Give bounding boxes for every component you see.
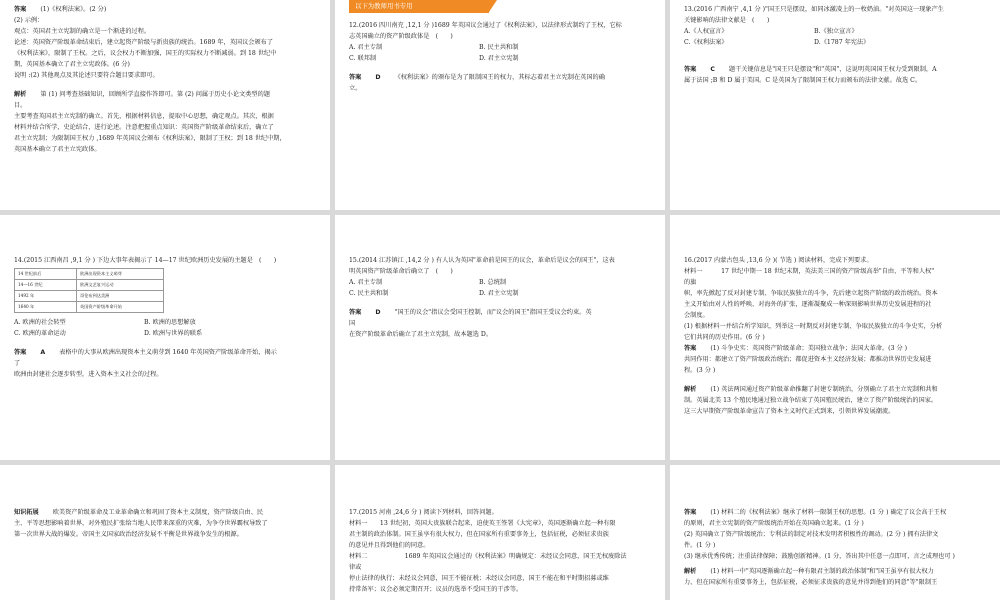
orange-divider: [349, 12, 489, 13]
table-cell: 欧洲文艺复兴运动: [77, 280, 164, 291]
text-line: 英国基本确立了君主立宪政体。: [14, 146, 101, 153]
question-text: 主义开始由对人性的呼唤、对海外的扩张，逐渐凝聚成一种深刻影响世界历史发展进程的社: [684, 301, 932, 308]
page-1: [0, 0, 330, 210]
page-3: [670, 0, 1000, 210]
question-text: 材料二 1689 年英国议会通过的《权利法案》明确规定：未经议会同意，国王无权废除法: [349, 553, 627, 560]
text-line: (2) 示例：: [14, 17, 44, 24]
question-text: 它们共同的历史作用。(6 分 ): [684, 334, 765, 341]
answer-text: 《权利法案》的颁布是为了限制国王的权力，其标志着君主立宪制在英国的确: [394, 74, 605, 81]
question-text: 君主制的政治体制。国王虽享有很大权力，但在国家所有重要事务上，包括征税，必须征求贵族: [349, 531, 609, 538]
analysis-text: (1) 英法两国通过资产阶级革命推翻了封建专制统治，分别确立了君主立宪制和共和: [710, 386, 938, 393]
text-line: 君主立宪制；为限制国王权力 ,1689 年英国议会颁布《权利法案》，限制了王权；到 18 世纪中期，: [14, 135, 286, 142]
question-text: 会制度。: [684, 312, 709, 319]
analysis-label: 解析: [684, 568, 697, 575]
page-9: [670, 465, 1000, 600]
question-text: 的旗: [684, 279, 697, 286]
table-cell: 14—16 世纪: [15, 280, 77, 291]
text-line: 《权利法案》，限制了王权。之后，议会权力不断加强，国王的实际权力不断减弱。到 18 世纪中: [14, 50, 277, 57]
answer-text: 题干关键信息是"国王只是摆设"和"英国"，这说明英国国王权力受到限制，A: [728, 66, 937, 73]
question-text: 停止法律的执行；未经议会同意，国王不能征税；未经议会同意，国王不能在和平时期招募或维: [349, 575, 609, 582]
text-line: 欧美资产阶级革命及工业革命确立和巩固了资本主义制度，资产阶级自由、民: [52, 509, 264, 516]
analysis-text: 制。英属北美 13 个殖民地通过独立战争结束了英国殖民统治，建立了资产阶级统治的国家。: [684, 397, 938, 404]
answer-key: D: [375, 309, 381, 316]
page-4: [0, 215, 330, 460]
answer-text: 国: [349, 320, 356, 327]
text-line: 材料并结合所学，史论结合，进行论述。注意把握重点知识：英国资产阶级革命结束后，确立了: [14, 124, 274, 131]
text-line: 观点：英国君主立宪制的确立是一个渐进的过程。: [14, 28, 151, 35]
answer-text: (3) 继承优秀传统；注重法律保障；鼓励创新精神。(1 分，答出其中任意一点即可，言之成理也可 ): [684, 553, 955, 560]
table-row: [15, 291, 164, 302]
text-line: 第 (1) 问考查基础知识，回顾所学直接作答即可。第 (2) 问属于历史小论文类型的题: [40, 91, 270, 98]
question-text: 材料一 13 世纪初，英国大贵族联合起来，迫使英王签署《大宪章》，英国逐渐确立起一种有限: [349, 520, 616, 527]
answer-label: 答案: [14, 6, 27, 13]
table-cell: 哥伦布到达美洲: [77, 291, 164, 302]
option-b: B.《独立宣言》: [814, 28, 858, 35]
text-line: 主、平等思想影响着世界，对外殖民扩张给当地人民带来深重的灾难，为争夺世界霸权导致了: [14, 520, 268, 527]
option-c: C. 民主共和制: [349, 290, 389, 297]
page-7: [0, 465, 330, 600]
answer-key: A: [40, 349, 46, 356]
answer-label: 答案: [14, 349, 27, 356]
option-a: A.《人权宣言》: [684, 28, 728, 35]
table-cell: 1640 年: [15, 302, 77, 313]
option-b: B. 欧洲的思想解放: [144, 319, 196, 326]
answer-key: D: [375, 74, 381, 81]
table-row: [15, 280, 164, 291]
answer-text: 在资产阶级革命后确立了君主立宪制，故本题选 D。: [349, 331, 493, 338]
question-text: 关键影响的法律文献是 ( ): [684, 17, 770, 24]
text-line: 论述：英国资产阶级革命结束后，建立起资产阶级与新贵族的统治。1689 年，英国议会颁布了: [14, 39, 274, 46]
page-8: [335, 465, 665, 600]
table-cell: 英国资产阶级革命开始: [77, 302, 164, 313]
answer-text: 件。(1 分 ): [684, 542, 716, 549]
question-text: 12.(2016 四川南充 ,12,1 分 )1689 年英国议会通过了《权利法案》，以法律形式制约了王权，它标: [349, 22, 622, 29]
answer-text: 的原则，君主立宪制的资产阶级统治开始在英国确立起来。(1 分 ): [684, 520, 864, 527]
timeline-table: [14, 268, 164, 313]
answer-text: 表格中的大事从欧洲出现资本主义萌芽到 1640 年英国资产阶级革命开始，揭示: [59, 349, 277, 356]
option-a: A. 君主专制: [349, 279, 383, 286]
text-line: 第一次世界大战的爆发。帝国主义国家政治经济发展不平衡是世界战争发生的根源。: [14, 531, 243, 538]
page-5: [335, 215, 665, 460]
question-text: (1) 根据材料一并结合所学知识，列举这一时期反对封建专制、争取民族独立的斗争史实，分析: [684, 323, 943, 330]
question-text: 明英国资产阶级革命后确立了 ( ): [349, 268, 453, 275]
question-text: 的意见并且得到他们的同意。: [349, 542, 430, 549]
option-a: A. 君主专制: [349, 44, 383, 51]
answer-label: 答案: [349, 74, 362, 81]
option-b: B. 总统制: [479, 279, 507, 286]
option-a: A. 欧洲的社会转型: [14, 319, 66, 326]
answer-label: 答案: [349, 309, 362, 316]
table-row: [15, 269, 164, 280]
table-cell: 欧洲出现资本主义萌芽: [77, 269, 164, 280]
answer-label: 答案: [684, 509, 697, 516]
question-text: 持常备军；议会必须定期召开；议员的选举不受国王的干涉等。: [349, 586, 523, 593]
option-c: C. 欧洲的革命运动: [14, 330, 66, 337]
answer-text: 共同作用：都建立了资产阶级政治统治；都促进资本主义经济发展；都推动世界历史发展进: [684, 356, 932, 363]
answer-key: C: [710, 66, 715, 73]
option-d: D.《1787 年宪法》: [814, 39, 870, 46]
answer-text: (2) 英国确立了资产阶级统治；专利法的制定对技术发明者积极性的调动。(2 分 ) 拥有法律文: [684, 531, 939, 538]
text-line: 期，英国基本确立了君主立宪政体。(6 分): [14, 61, 130, 68]
answer-label: 答案: [684, 66, 697, 73]
answer-text: (1)《权利法案》。(2 分): [40, 6, 107, 13]
answer-text: 立。: [349, 85, 362, 92]
knowledge-extension-label: 知识拓展: [14, 509, 39, 516]
analysis-text: 这三大早期资产阶级革命宣告了资本主义时代正式到来，引领世界发展潮流。: [684, 408, 895, 415]
question-text: 17.(2015 河南 ,24,6 分 ) 阅读下列材料，回答问题。: [349, 509, 498, 516]
page-2: [335, 0, 665, 210]
answer-text: (1) 斗争史实：英国资产阶级革命；美国独立战争；法国大革命。(3 分 ): [710, 345, 908, 352]
question-text: 志英国确立的资产阶级政体是 ( ): [349, 33, 453, 40]
answer-label: 答案: [684, 345, 697, 352]
question-text: 律或: [349, 564, 362, 571]
answer-text: 欧洲由封建社会逐步转型，进入资本主义社会的过程。: [14, 371, 163, 378]
text-line: 目。: [14, 102, 27, 109]
teacher-only-tab: 以下为教师用书专用: [349, 0, 489, 12]
answer-text: 程。(3 分 ): [684, 367, 716, 374]
text-line: 说明 :(2) 其他观点及其论述只要符合题目要求即可。: [14, 72, 159, 79]
analysis-text: (1) 材料一中"英国逐渐确立起一种有限君主制的政治体制"和"国王虽享有很大权力: [710, 568, 934, 575]
answer-text: 了: [14, 360, 21, 367]
answer-text: (1) 材料二的《权利法案》继承了材料一限制王权的思想。(1 分 ) 确定了议会高于王权: [710, 509, 947, 516]
question-text: 16.(2017 内蒙古包头 ,13,6 分 )( 节选 ) 阅读材料，完成下列要求。: [684, 257, 873, 264]
option-c: C. 联邦制: [349, 55, 377, 62]
table-cell: 14 世纪前后: [15, 269, 77, 280]
table-cell: 1492 年: [15, 291, 77, 302]
text-line: 主要考查英国君主立宪制的确立。首先，根据材料信息，提取中心思想，确定观点。其次，根据: [14, 113, 274, 120]
answer-text: "国王的议会"指议会受国王控制，而"议会的国王"指国王受议会约束。英: [394, 309, 592, 316]
option-b: B. 民主共和制: [479, 44, 519, 51]
option-c: C.《权利法案》: [684, 39, 728, 46]
analysis-text: 力，但在国家所有重要事务上，包括征税，必须征求贵族的意见并得到他们的同意"等"限制王: [684, 579, 938, 586]
option-d: D. 君主立宪制: [479, 290, 519, 297]
question-text: 15.(2014 江苏镇江 ,14,2 分 ) 有人认为英国"革命前是国王的议会，革命后是议会的国王"，这表: [349, 257, 615, 264]
analysis-label: 解析: [684, 386, 697, 393]
table-row: [15, 302, 164, 313]
question-text: 材料一 17 世纪中期一 18 世纪末期，英法美三国的资产阶级高举"自由、平等和人权": [684, 268, 935, 275]
option-d: D. 欧洲与世界的联系: [144, 330, 203, 337]
question-text: 14.(2015 江西南昌 ,9,1 分 ) 下边大事年表揭示了 14—17 世纪欧洲历史发展的主题是 ( ): [14, 257, 277, 264]
question-text: 13.(2016 广西南宁 ,4,1 分 )"国王只是摆设，如同冰激凌上的一枚奶油。"对英国这一现象产生: [684, 6, 944, 13]
page-6: [670, 215, 1000, 460]
question-text: 帜，率先掀起了反对封建专制、争取民族独立的斗争，先后建立起资产阶级的政治统治。资本: [684, 290, 938, 297]
analysis-label: 解析: [14, 91, 27, 98]
answer-text: 属于法国 ;B 和 D 属于美国。C 是英国为了限制国王权力而颁布的法律文献。故选 C。: [684, 77, 922, 84]
option-d: D. 君主立宪制: [479, 55, 519, 62]
